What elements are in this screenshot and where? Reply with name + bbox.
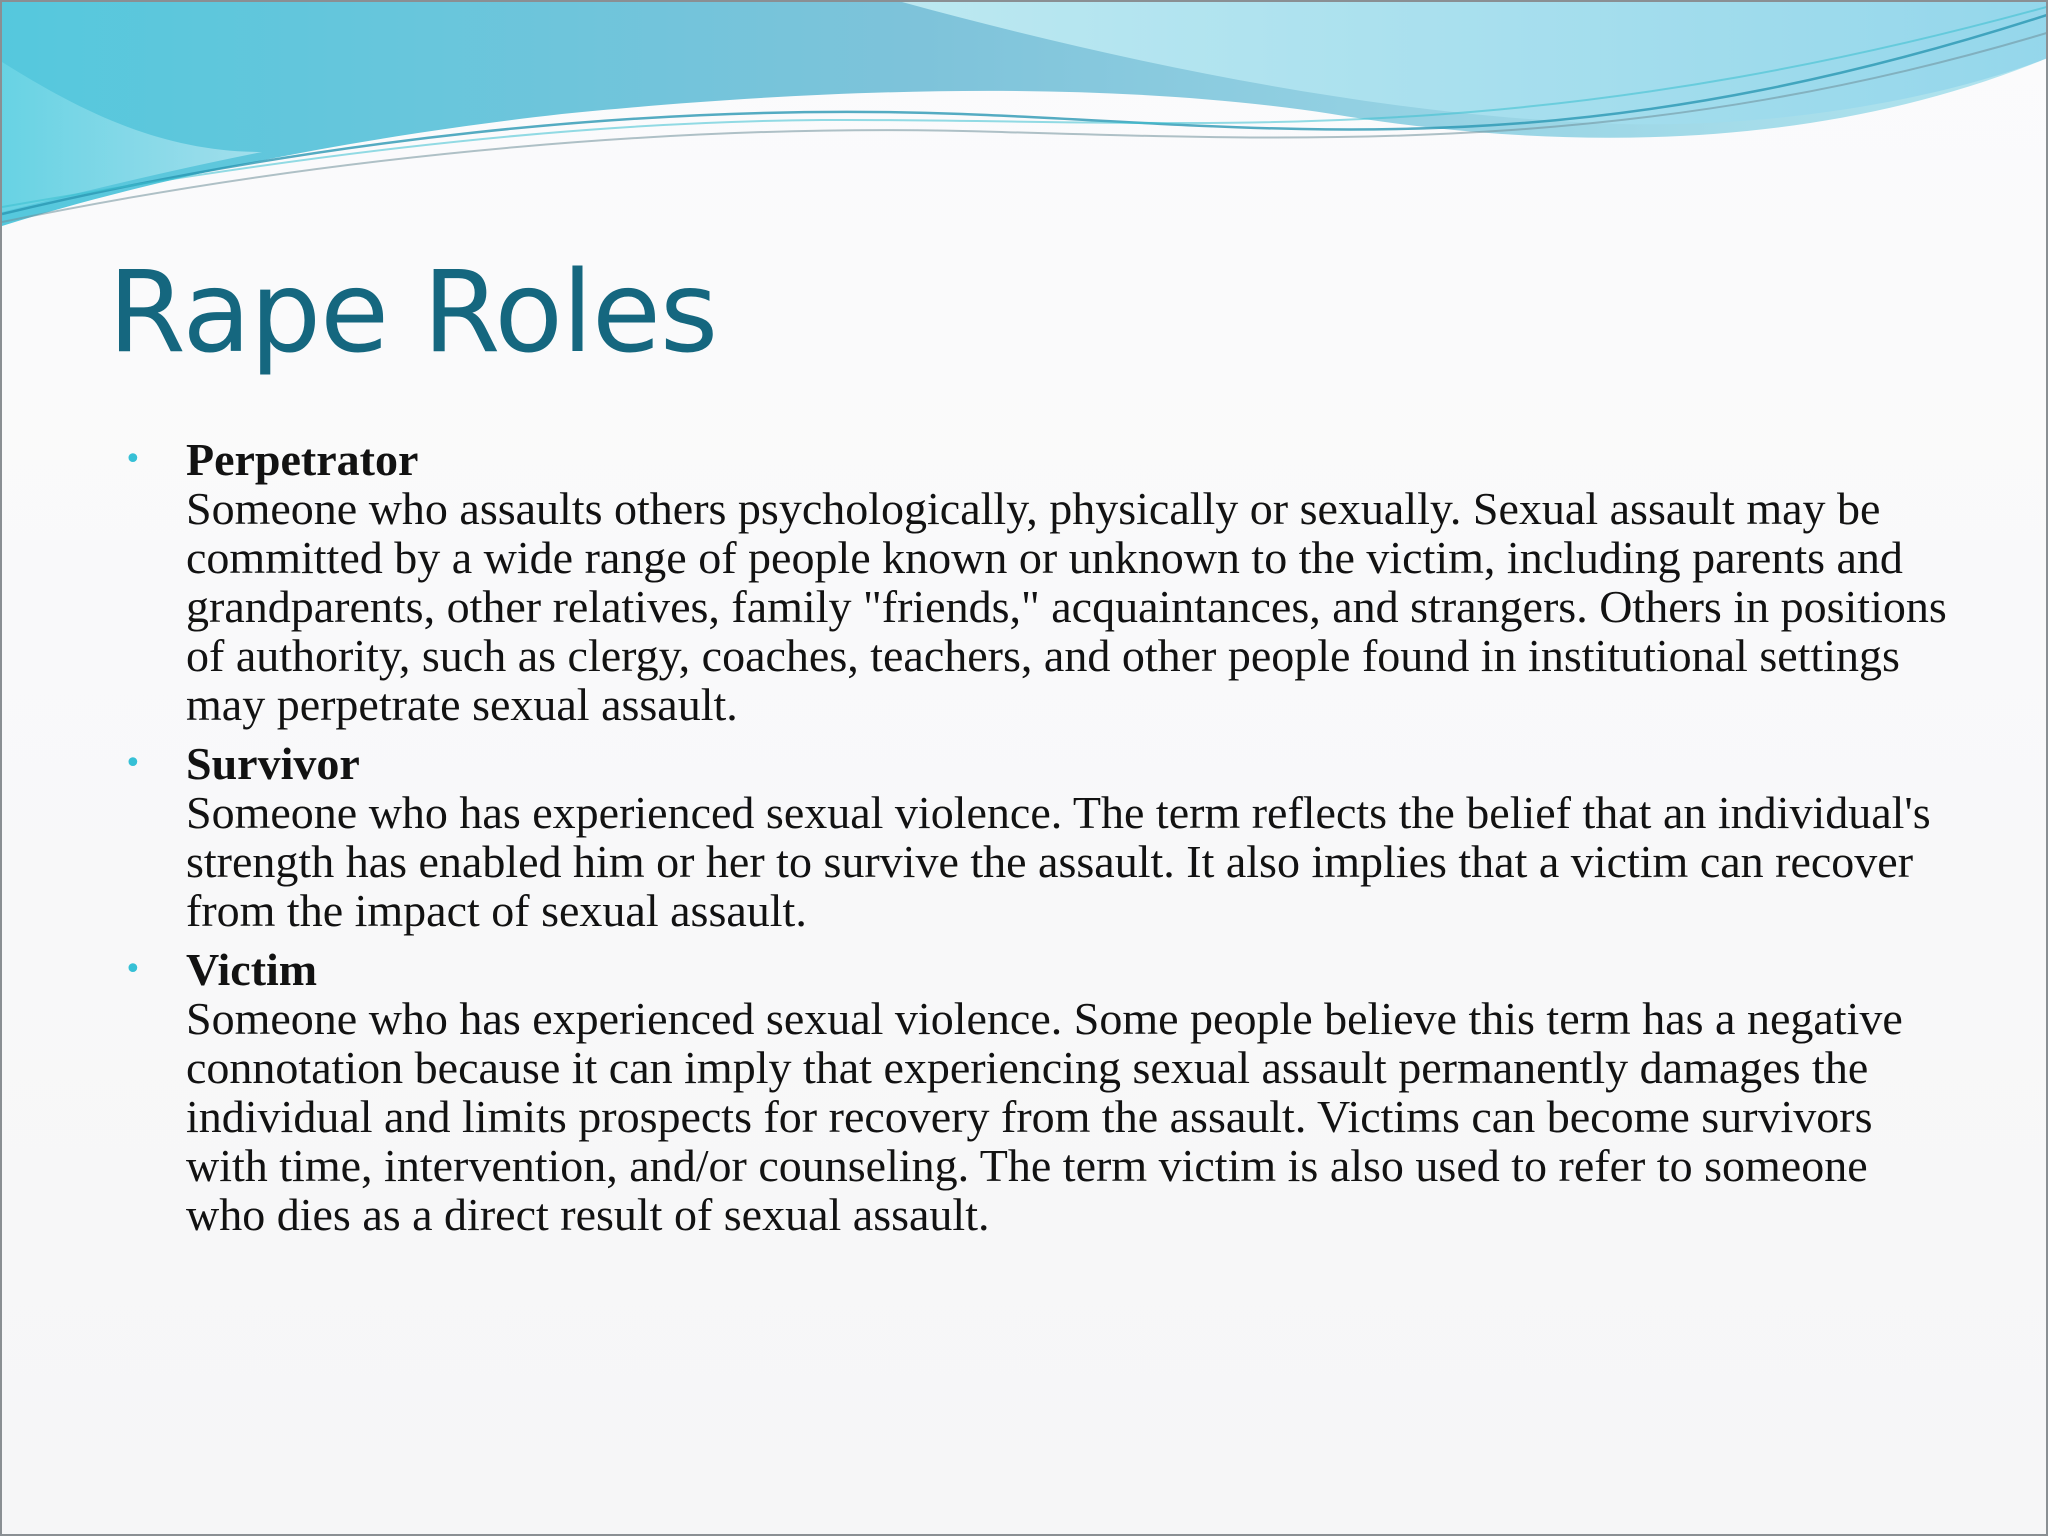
slide-title: Rape Roles	[108, 248, 718, 378]
header-wave-decoration	[2, 2, 2048, 242]
list-item-perpetrator	[120, 435, 1950, 729]
bullet-list	[120, 435, 1950, 1249]
bullet-icon: •	[124, 952, 142, 987]
bullet-icon: •	[124, 442, 142, 477]
list-item-victim	[120, 945, 1950, 1239]
term-description: Someone who assaults others psychologically, physically or sexually. Sexual assault may be committed by a wide range of people known or unknown to the victim, including parents and grandparents, other relatives, family "friends," acquaintances, and strangers. Others in positions of authority, such as clergy, coaches, teachers, and other people found in institutional settings may perpetrate sexual assault.	[186, 483, 1947, 730]
list-item-survivor	[120, 739, 1950, 935]
term-heading: Perpetrator	[186, 434, 419, 485]
term-description: Someone who has experienced sexual violence. Some people believe this term has a negative connotation because it can imply that experiencing sexual assault permanently damages the individual and limits prospects for recovery from the assault. Victims can become survivors with time, intervention, and/or counseling. The term victim is also used to refer to someone who dies as a direct result of sexual assault.	[186, 993, 1903, 1240]
bullet-icon: •	[124, 746, 142, 781]
term-description: Someone who has experienced sexual violence. The term reflects the belief that an individual's strength has enabled him or her to survive the assault. It also implies that a victim can recover from the impact of sexual assault.	[186, 787, 1931, 936]
term-heading: Victim	[186, 944, 318, 995]
term-heading: Survivor	[186, 738, 360, 789]
